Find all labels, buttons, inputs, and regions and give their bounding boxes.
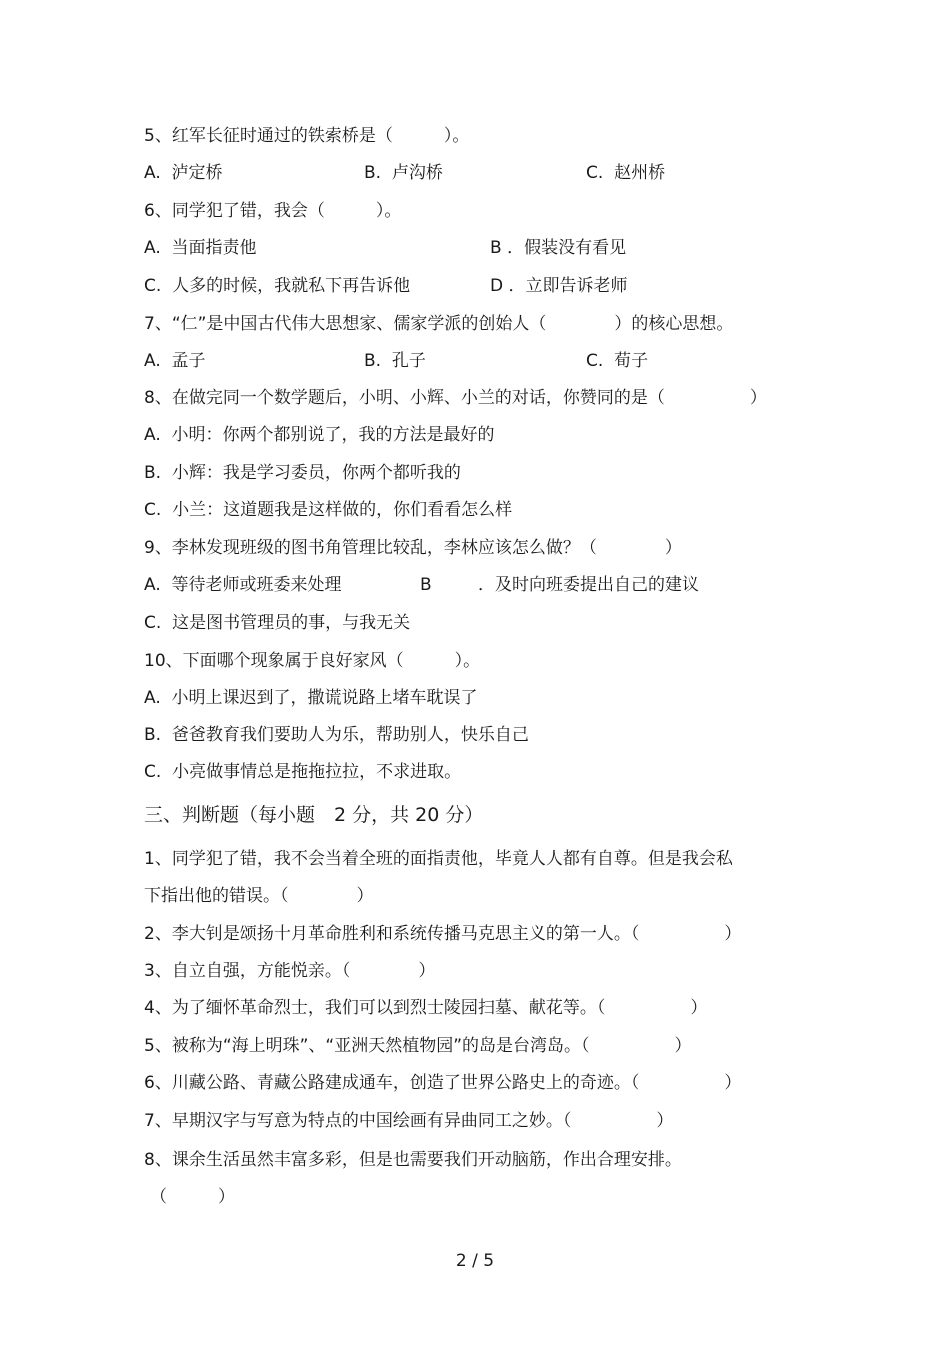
question-8-option-a: A. 小明：你两个都别说了，我的方法是最好的 (144, 425, 495, 445)
question-8-option-c: C. 小兰：这道题我是这样做的，你们看看怎么样 (144, 500, 513, 520)
question-6-option-d: D ．立即告诉老师 (490, 276, 628, 296)
judge-question-1-line-2: 下指出他的错误。（ ） (144, 886, 374, 906)
judge-question-4: 4、为了缅怀革命烈士，我们可以到烈士陵园扫墓、献花等。（ ） (144, 998, 708, 1018)
judge-question-5: 5、被称为“海上明珠”、“亚洲天然植物园”的岛是台湾岛。（ ） (144, 1036, 692, 1056)
question-9-option-b-text: ．及时向班委提出自己的建议 (478, 575, 699, 595)
question-9-option-c: C. 这是图书管理员的事，与我无关 (144, 613, 411, 633)
question-5-option-b: B. 卢沟桥 (364, 163, 443, 183)
question-10-option-c: C. 小亮做事情总是拖拖拉拉，不求进取。 (144, 762, 462, 782)
question-5-stem: 5、红军长征时通过的铁索桥是（ ）。 (144, 126, 470, 146)
question-6-stem: 6、同学犯了错，我会（ ）。 (144, 201, 402, 221)
question-7-stem: 7、“仁”是中国古代伟大思想家、儒家学派的创始人（ ）的核心思想。 (144, 314, 734, 334)
question-10-option-a: A. 小明上课迟到了，撒谎说路上堵车耽误了 (144, 688, 478, 708)
judge-question-7: 7、早期汉字与写意为特点的中国绘画有异曲同工之妙。（ ） (144, 1111, 674, 1131)
question-7-option-a: A. 孟子 (144, 351, 206, 371)
question-6-option-a: A. 当面指责他 (144, 238, 257, 258)
question-5-option-a: A. 泸定桥 (144, 163, 223, 183)
judge-question-2: 2、李大钊是颂扬十月革命胜利和系统传播马克思主义的第一人。（ ） (144, 924, 742, 944)
question-9-stem: 9、李林发现班级的图书角管理比较乱，李林应该怎么做？（ ） (144, 538, 682, 558)
question-7-option-c: C. 荀子 (586, 351, 649, 371)
judge-question-8-line-2: （ ） (150, 1187, 235, 1207)
section-title: 三、判断题（每小题 2 分，共 20 分） (144, 804, 484, 826)
question-7-option-b: B. 孔子 (364, 351, 426, 371)
judge-question-3: 3、自立自强，方能悦亲。（ ） (144, 961, 436, 981)
judge-question-6: 6、川藏公路、青藏公路建成通车，创造了世界公路史上的奇迹。（ ） (144, 1073, 742, 1093)
question-6-option-c: C. 人多的时候，我就私下再告诉他 (144, 276, 411, 296)
question-6-option-b: B ．假装没有看见 (490, 238, 627, 258)
question-10-stem: 10、下面哪个现象属于良好家风（ ）。 (144, 651, 481, 671)
question-5-option-c: C. 赵州桥 (586, 163, 666, 183)
question-10-option-b: B. 爸爸教育我们要助人为乐，帮助别人，快乐自己 (144, 725, 529, 745)
question-8-option-b: B. 小辉：我是学习委员，你两个都听我的 (144, 463, 461, 483)
question-8-stem: 8、在做完同一个数学题后，小明、小辉、小兰的对话，你赞同的是（ ） (144, 388, 767, 408)
page-number: 2 / 5 (455, 1251, 495, 1271)
judge-question-1-line-1: 1、同学犯了错，我不会当着全班的面指责他，毕竟人人都有自尊。但是我会私 (144, 849, 733, 869)
question-9-option-a: A. 等待老师或班委来处理 (144, 575, 342, 595)
question-9-option-b-letter: B (420, 575, 432, 595)
judge-question-8-line-1: 8、课余生活虽然丰富多彩，但是也需要我们开动脑筋，作出合理安排。 (144, 1150, 682, 1170)
